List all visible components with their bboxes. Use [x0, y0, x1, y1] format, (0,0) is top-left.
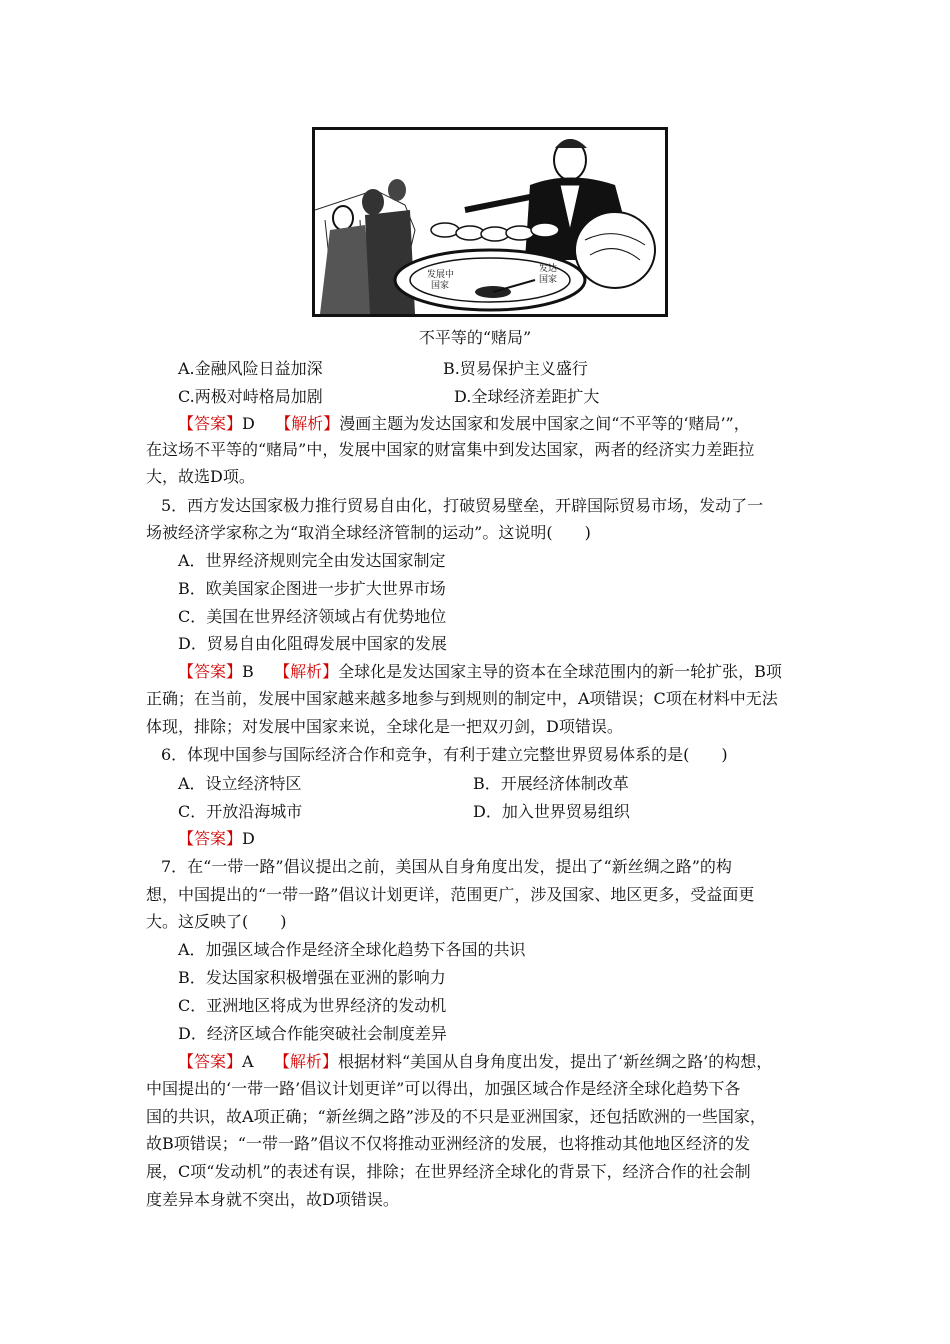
- q7-answer-line: [178, 1052, 772, 1072]
- answer-value: D: [242, 414, 255, 433]
- q5-answer-line: [178, 662, 782, 682]
- q7-analysis-line3: 国的共识，故A项正确；“新丝绸之路”涉及的不只是亚洲国家，还包括欧洲的一些国家，: [146, 1107, 766, 1126]
- label-developed-line2: 国家: [539, 275, 558, 285]
- q7-option-b: B．发达国家积极增强在亚洲的影响力: [178, 968, 446, 987]
- answer-tag: 【答案】: [178, 829, 243, 848]
- q7-option-c: C．亚洲地区将成为世界经济的发动机: [178, 996, 447, 1015]
- figure-caption: 不平等的“赌局”: [418, 328, 532, 347]
- analysis-text: 漫画主题为发达国家和发展中国家之间“不平等的‘赌局’”，: [339, 414, 750, 433]
- q7-option-a: A．加强区域合作是经济全球化趋势下各国的共识: [178, 940, 526, 959]
- analysis-tag: 【解析】: [275, 414, 340, 433]
- q7-analysis-line6: 度差异本身就不突出，故D项错误。: [146, 1190, 399, 1209]
- q5-stem-line1: 5．西方发达国家极力推行贸易自由化，打破贸易壁垒，开辟国际贸易市场，发动了一: [161, 496, 764, 515]
- answer-value: D: [242, 829, 255, 848]
- answer-value: B: [242, 662, 254, 681]
- q7-analysis-line2: 中国提出的‘一带一路’倡议计划更详”可以得出，加强区域合作是经济全球化趋势下各: [146, 1079, 741, 1098]
- analysis-tag: 【解析】: [273, 1052, 338, 1071]
- analysis-text: 根据材料“美国从自身角度出发，提出了‘新丝绸之路’的构想，: [337, 1052, 773, 1071]
- answer-value: A: [242, 1052, 254, 1071]
- q4-option-b: B.贸易保护主义盛行: [443, 359, 588, 378]
- q7-analysis-line4: 故B项错误；“一带一路”倡议不仅将推动亚洲经济的发展，也将推动其他地区经济的发: [146, 1134, 751, 1153]
- q7-stem-line3: 大。这反映了( ): [146, 912, 287, 931]
- q4-analysis-line2: 在这场不平等的“赌局”中，发展中国家的财富集中到发达国家，两者的经济实力差距拉: [146, 440, 755, 459]
- answer-tag: 【答案】: [178, 414, 243, 433]
- cartoon-drawing: [315, 130, 665, 314]
- q4-option-d: D.全球经济差距扩大: [454, 387, 600, 406]
- q7-analysis-line5: 展，C项“发动机”的表述有误，排除；在世界经济全球化的背景下，经济合作的社会制: [146, 1162, 751, 1181]
- q7-stem-line1: 7．在“一带一路”倡议提出之前，美国从自身角度出发，提出了“新丝绸之路”的构: [161, 857, 732, 876]
- q4-option-c: C.两极对峙格局加剧: [178, 387, 323, 406]
- q6-option-d: D．加入世界贸易组织: [473, 802, 630, 821]
- q6-option-b: B．开展经济体制改革: [473, 774, 629, 793]
- q7-stem-line2: 想，中国提出的“一带一路”倡议计划更详，范围更广，涉及国家、地区更多，受益面更: [146, 885, 755, 904]
- q6-stem: 6．体现中国参与国际经济合作和竞争，有利于建立完整世界贸易体系的是( ): [161, 745, 728, 764]
- label-developed-line1: 发达: [539, 264, 558, 274]
- q4-analysis-line3: 大，故选D项。: [146, 467, 255, 486]
- q6-option-a: A．设立经济特区: [178, 774, 302, 793]
- q5-analysis-line3: 体现，排除；对发展中国家来说，全球化是一把双刃剑，D项错误。: [146, 717, 623, 736]
- cartoon-illustration: [312, 127, 668, 317]
- answer-tag: 【答案】: [178, 662, 243, 681]
- q6-option-c: C．开放沿海城市: [178, 802, 303, 821]
- q4-option-a: A.金融风险日益加深: [178, 359, 323, 378]
- q5-option-c: C．美国在世界经济领域占有优势地位: [178, 607, 447, 626]
- q7-option-d: D．经济区域合作能突破社会制度差异: [178, 1024, 447, 1043]
- answer-tag: 【答案】: [178, 1052, 243, 1071]
- q4-answer-line: [178, 414, 750, 434]
- q6-answer-line: [178, 829, 255, 849]
- label-developing-line1: 发展中: [427, 270, 455, 280]
- q5-stem-line2: 场被经济学家称之为“取消全球经济管制的运动”。这说明( ): [146, 523, 591, 542]
- q5-option-a: A．世界经济规则完全由发达国家制定: [178, 551, 446, 570]
- label-developing-line2: 国家: [431, 281, 450, 291]
- q5-analysis-line2: 正确；在当前，发展中国家越来越多地参与到规则的制定中，A项错误；C项在材料中无法: [146, 689, 778, 708]
- q5-option-d: D．贸易自由化阻碍发展中国家的发展: [178, 634, 447, 653]
- analysis-text: 全球化是发达国家主导的资本在全球范围内的新一轮扩张，B项: [338, 662, 782, 681]
- analysis-tag: 【解析】: [274, 662, 339, 681]
- q5-option-b: B．欧美国家企图进一步扩大世界市场: [178, 579, 446, 598]
